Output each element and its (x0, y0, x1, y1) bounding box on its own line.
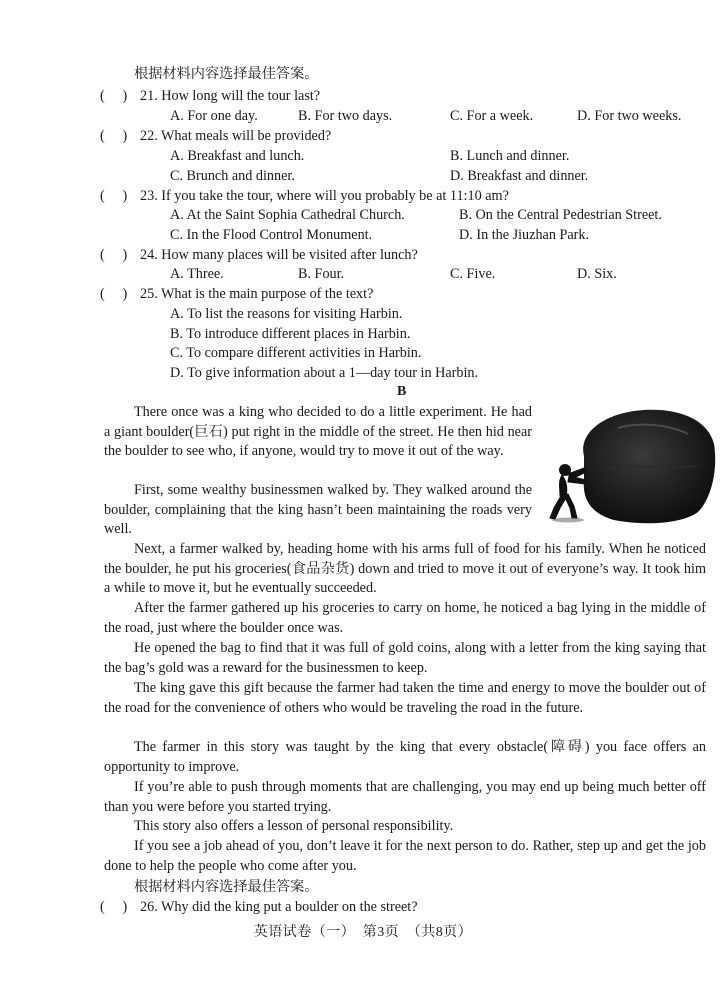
man-silhouette (550, 465, 586, 520)
passage-paragraph: Next, a farmer walked by, heading home with his arms full of food for his family. When he noticed the boulder, he put his groceries(食品杂货) down and tried to move it out of everyone’s way. It took him a while to move it, but he eventually succeeded. (104, 541, 706, 597)
option-22-c: C. Brunch and dinner. (170, 168, 295, 184)
passage-paragraph: This story also offers a lesson of personal responsibility. (134, 818, 454, 834)
question-23: 23. If you take the tour, where will you probably be at 11:10 am? (140, 188, 509, 204)
answer-bracket: ( ) (100, 128, 128, 144)
passage-paragraph: First, some wealthy businessmen walked by. They walked around the boulder, complaining that the king hasn’t been maintaining the roads very well. (104, 482, 532, 538)
section-heading: B (397, 384, 407, 399)
option-23-a: A. At the Saint Sophia Cathedral Church. (170, 207, 405, 223)
answer-bracket: ( ) (100, 88, 128, 104)
man-pushing-boulder-illustration (548, 408, 716, 526)
option-21-c: C. For a week. (450, 108, 534, 124)
option-21-b: B. For two days. (298, 108, 393, 124)
passage-paragraph: After the farmer gathered up his groceries to carry on home, he noticed a bag lying in the middle of the road, just where the boulder once was. (104, 600, 706, 636)
question-24: 24. How many places will be visited after lunch? (140, 247, 418, 263)
option-24-d: D. Six. (577, 266, 617, 282)
page-footer: 英语试卷（一） 第3页 （共8页） (253, 925, 473, 940)
option-22-d: D. Breakfast and dinner. (450, 168, 589, 184)
option-24-c: C. Five. (450, 266, 496, 282)
answer-bracket: ( ) (100, 286, 128, 302)
passage-paragraph: The king gave this gift because the farmer had taken the time and energy to move the boulder out of the road for the convenience of others who would be traveling the road in the future. (104, 680, 706, 716)
option-22-a: A. Breakfast and lunch. (170, 148, 305, 164)
option-25-c: C. To compare different activities in Harbin. (170, 345, 422, 361)
option-21-a: A. For one day. (170, 108, 258, 124)
option-25-a: A. To list the reasons for visiting Harbin. (170, 306, 403, 322)
passage-paragraph: There once was a king who decided to do a little experiment. He had a giant boulder(巨石) put right in the middle of the street. He then hid near the boulder to see who, if anyone, would try to move it out of the way. (104, 404, 532, 460)
option-24-a: A. Three. (170, 266, 224, 282)
answer-bracket: ( ) (100, 247, 128, 263)
passage-paragraph: The farmer in this story was taught by the king that every obstacle(障碍) you face offers an opportunity to improve. (104, 739, 706, 775)
question-25: 25. What is the main purpose of the text? (140, 286, 374, 302)
passage-paragraph: If you see a job ahead of you, don’t leave it for the next person to do. Rather, step up and get the job done to help the people who come after you. (104, 838, 706, 874)
option-24-b: B. Four. (298, 266, 345, 282)
option-25-b: B. To introduce different places in Harbin. (170, 326, 411, 342)
question-21: 21. How long will the tour last? (140, 88, 321, 104)
instruction-text: 根据材料内容选择最佳答案。 (134, 66, 319, 82)
option-23-d: D. In the Jiuzhan Park. (459, 227, 590, 243)
answer-bracket: ( ) (100, 188, 128, 204)
option-21-d: D. For two weeks. (577, 108, 682, 124)
passage-paragraph: If you’re able to push through moments that are challenging, you may end up being much better off than you were before you started trying. (104, 779, 706, 815)
option-25-d: D. To give information about a 1—day tour in Harbin. (170, 365, 479, 381)
answer-bracket: ( ) (100, 899, 128, 915)
option-23-c: C. In the Flood Control Monument. (170, 227, 373, 243)
option-22-b: B. Lunch and dinner. (450, 148, 570, 164)
instruction-text: 根据材料内容选择最佳答案。 (134, 879, 319, 895)
option-23-b: B. On the Central Pedestrian Street. (459, 207, 662, 223)
question-22: 22. What meals will be provided? (140, 128, 332, 144)
passage-paragraph: He opened the bag to find that it was full of gold coins, along with a letter from the king saying that the bag’s gold was a reward for the businessmen to keep. (104, 640, 706, 676)
question-26: 26. Why did the king put a boulder on the street? (140, 899, 418, 915)
